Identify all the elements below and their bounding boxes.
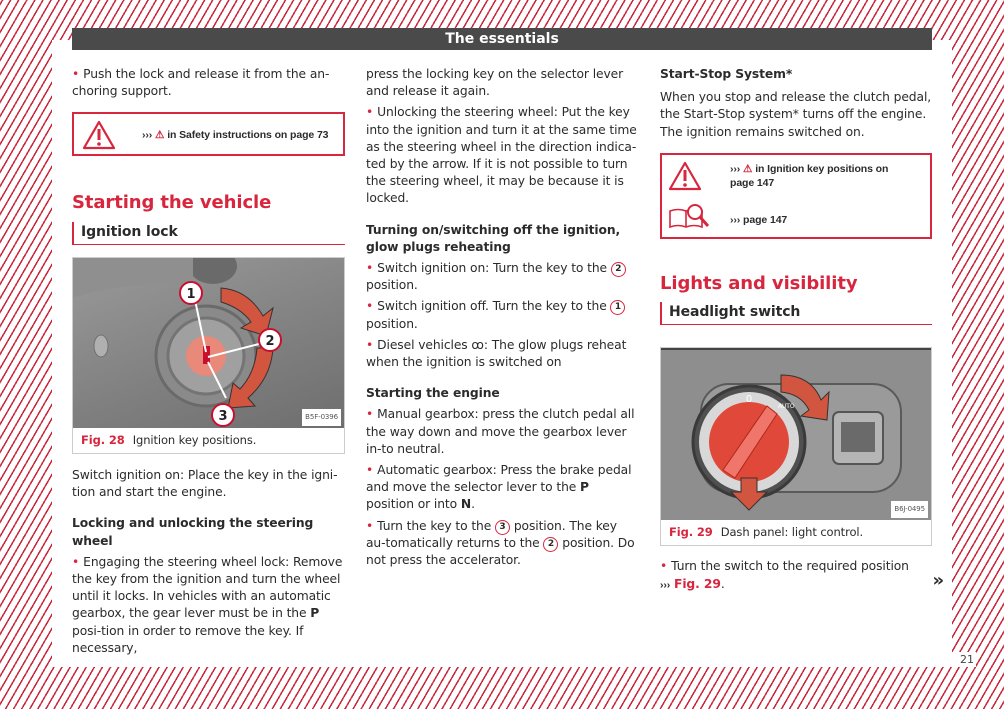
subhead-ignition: Turning on/switching off the ignition, glow plugs reheating [366,222,621,254]
figure-28 [72,257,345,454]
subhead-engine: Starting the engine [366,386,500,401]
glow-plug-icon: ꝏ [471,337,484,352]
bullet-ignition-on: • Switch ignition on: Turn the key to the 2 position. [366,260,638,294]
headlight-switch-image [661,348,931,520]
column-1 [72,66,345,661]
fig-29-reference: ››› Fig. 29. » [660,569,944,591]
bullet-push-lock: • Push the lock and release it from the an-choring support. [72,66,345,100]
position-2-icon: 2 [611,262,626,277]
headlight-illustration [661,350,931,520]
page-number: 21 [952,652,976,667]
position-3-icon: 3 [495,520,510,535]
safety-instructions-link[interactable]: ››› ⚠ in Safety instructions on page 73 [142,129,329,142]
column-2 [366,66,638,573]
callout-3 [212,404,234,426]
book-search-icon [668,203,712,231]
page-header: The essentials [72,28,932,50]
ignition-illustration [73,258,344,428]
warning-box [72,112,345,156]
svg-text:3: 3 [218,408,228,424]
figure-caption: Fig. 29 Dash panel: light control. [669,525,864,540]
ignition-key-positions-link[interactable]: ››› ⚠ in Ignition key positions on page 147 [730,162,889,189]
para-start-stop: When you stop and release the clutch pedal, the Start-Stop system* turns off the engine. The ignition remains switched on. [660,90,932,139]
ignition-lock-image [73,258,344,428]
page-147-link[interactable]: ››› page 147 [730,213,788,226]
figure-code: B6J-0495 [891,501,928,518]
subhead-steering: Locking and unlocking the steering wheel [72,516,314,548]
bullet-ignition-off: • Switch ignition off. Turn the key to the 1 position. [366,298,638,332]
bullet-turn-switch: • Turn the switch to the required position [660,558,932,575]
fig-29-link[interactable]: Fig. 29 [674,576,721,591]
callout-2 [259,329,281,351]
bullet-turn-key: • Turn the key to the 3 position. The key au-tomatically returns to the 2 position. Do not press the accelerator. [366,518,638,570]
subhead-start-stop: Start-Stop System* [660,67,793,81]
figure-caption: Fig. 28 Ignition key positions. [81,432,257,447]
figure-29 [660,347,932,546]
small-warning-icon: ⚠ [743,162,753,175]
bullet-unlocking: • Unlocking the steering wheel: Put the key into the ignition and turn it at the same time as the steering wheel in the direction indica-ted by the arrow. If it is not possible to turn the steering wheel, it may be because it is locked. [366,104,638,207]
small-warning-icon: ⚠ [155,129,165,142]
warning-box [660,153,932,239]
bullet-manual: • Manual gearbox: press the clutch pedal all the way down and move the gearbox lever in-to neutral. [366,406,638,458]
para-switch-on: Switch ignition on: Place the key in the igni-tion and start the engine. [72,468,338,500]
section-title-lights: Lights and visibility [660,272,858,294]
bullet-automatic: • Automatic gearbox: Press the brake pedal and move the selector lever to the P position or into N. [366,462,638,514]
svg-text:1: 1 [186,286,196,302]
bullet-engaging: • Engaging the steering wheel lock: Remove the key from the ignition and turn the wheel until it locks. In vehicles with an automatic gearbox, the gear lever must be in the P posi-tion in order to remove the key. If necessary, [72,554,345,657]
continue-icon: » [932,569,944,591]
column-3 [660,66,944,598]
subsection-title-headlight-switch: Headlight switch [660,302,932,325]
para-cont: press the locking key on the selector lever and release it again. [366,67,624,99]
callout-1 [180,282,202,304]
section-title-starting-vehicle: Starting the vehicle [72,192,272,214]
dial-label-0: 0 [745,394,753,406]
bullet-diesel: • Diesel vehicles ꝏ: The glow plugs reheat when the ignition is switched on [366,337,638,371]
subsection-title-ignition-lock: Ignition lock [72,222,345,245]
dial-label-auto: AUTO [778,403,795,411]
position-1-icon: 1 [610,300,625,315]
warning-icon [82,120,116,150]
figure-code: B5F-0396 [302,409,341,426]
warning-icon [668,161,702,191]
position-2-icon: 2 [543,537,558,552]
svg-text:2: 2 [265,333,275,349]
